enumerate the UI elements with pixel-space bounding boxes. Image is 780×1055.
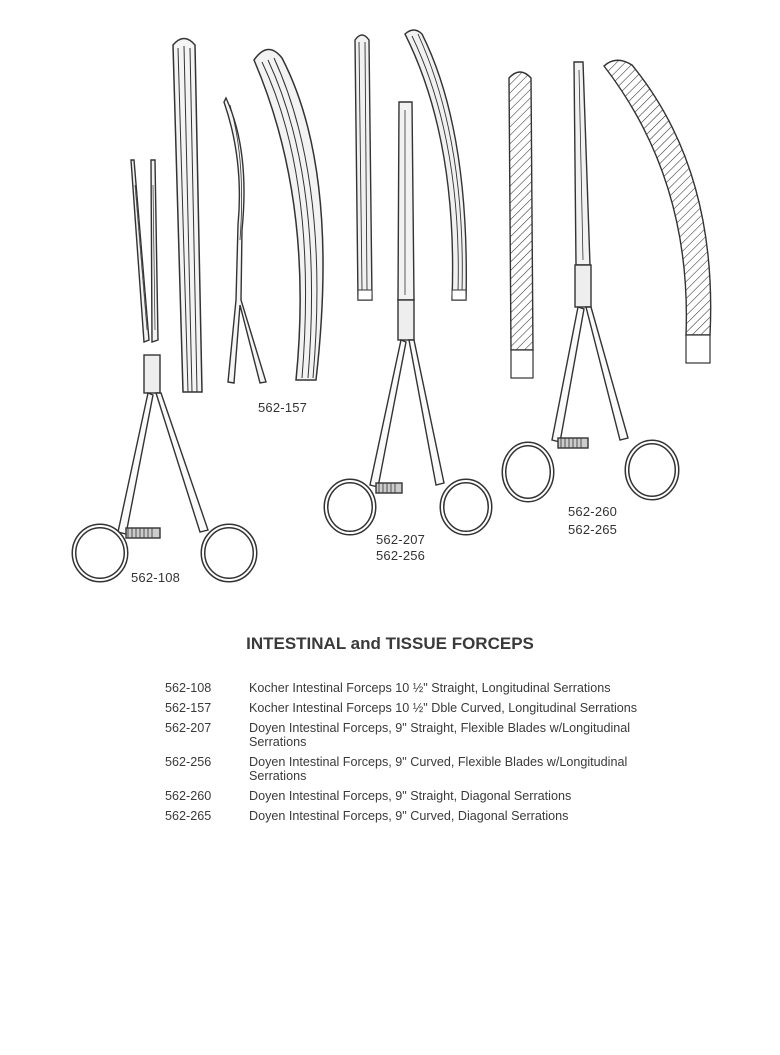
catalog-code: 562-108 bbox=[165, 681, 212, 695]
figure-label-562-207: 562-207 bbox=[376, 532, 426, 547]
forceps-562-207-image bbox=[326, 102, 490, 533]
blade-detail-straight-longitudinal bbox=[173, 39, 202, 393]
page-title: INTESTINAL and TISSUE FORCEPS bbox=[246, 634, 534, 653]
catalog-code: 562-265 bbox=[165, 809, 212, 823]
catalog-row bbox=[165, 701, 685, 715]
catalog-code: 562-207 bbox=[165, 721, 212, 735]
catalog-description: Doyen Intestinal Forceps, 9" Straight, Diagonal Serrations bbox=[249, 789, 572, 803]
catalog-row bbox=[165, 755, 685, 783]
catalog-description: Doyen Intestinal Forceps, 9" Curved, Diagonal Serrations bbox=[249, 809, 569, 823]
catalog-code: 562-157 bbox=[165, 701, 212, 715]
forceps-562-108-image bbox=[74, 160, 255, 580]
catalog-description: Doyen Intestinal Forceps, 9" Straight, Flexible Blades w/Longitudinal Serrations bbox=[249, 721, 631, 749]
figure-label-562-157: 562-157 bbox=[258, 400, 308, 415]
catalog-description: Kocher Intestinal Forceps 10 ½" Straight, Longitudinal Serrations bbox=[249, 681, 611, 695]
catalog-row bbox=[165, 789, 685, 803]
catalog-row bbox=[165, 721, 685, 749]
blade-detail-curved-longitudinal bbox=[254, 49, 323, 380]
catalog-description: Kocher Intestinal Forceps 10 ½" Dble Curved, Longitudinal Serrations bbox=[249, 701, 638, 715]
figure-label-562-108: 562-108 bbox=[131, 570, 181, 585]
blade-detail-straight-diagonal bbox=[509, 72, 533, 378]
blade-detail-straight-thin bbox=[355, 35, 372, 300]
catalog-code: 562-260 bbox=[165, 789, 212, 803]
catalog-row bbox=[165, 809, 685, 823]
catalog-code: 562-256 bbox=[165, 755, 212, 769]
blade-detail-curved-diagonal bbox=[604, 60, 711, 363]
figure-label-562-260: 562-260 bbox=[568, 504, 618, 519]
figure-label-562-256: 562-256 bbox=[376, 548, 426, 563]
catalog-description: Doyen Intestinal Forceps, 9" Curved, Flexible Blades w/Longitudinal Serrations bbox=[249, 755, 628, 783]
figure-label-562-265: 562-265 bbox=[568, 522, 618, 537]
catalog-row bbox=[165, 681, 685, 695]
catalog-list bbox=[165, 681, 685, 829]
forceps-562-157-image bbox=[224, 98, 266, 383]
